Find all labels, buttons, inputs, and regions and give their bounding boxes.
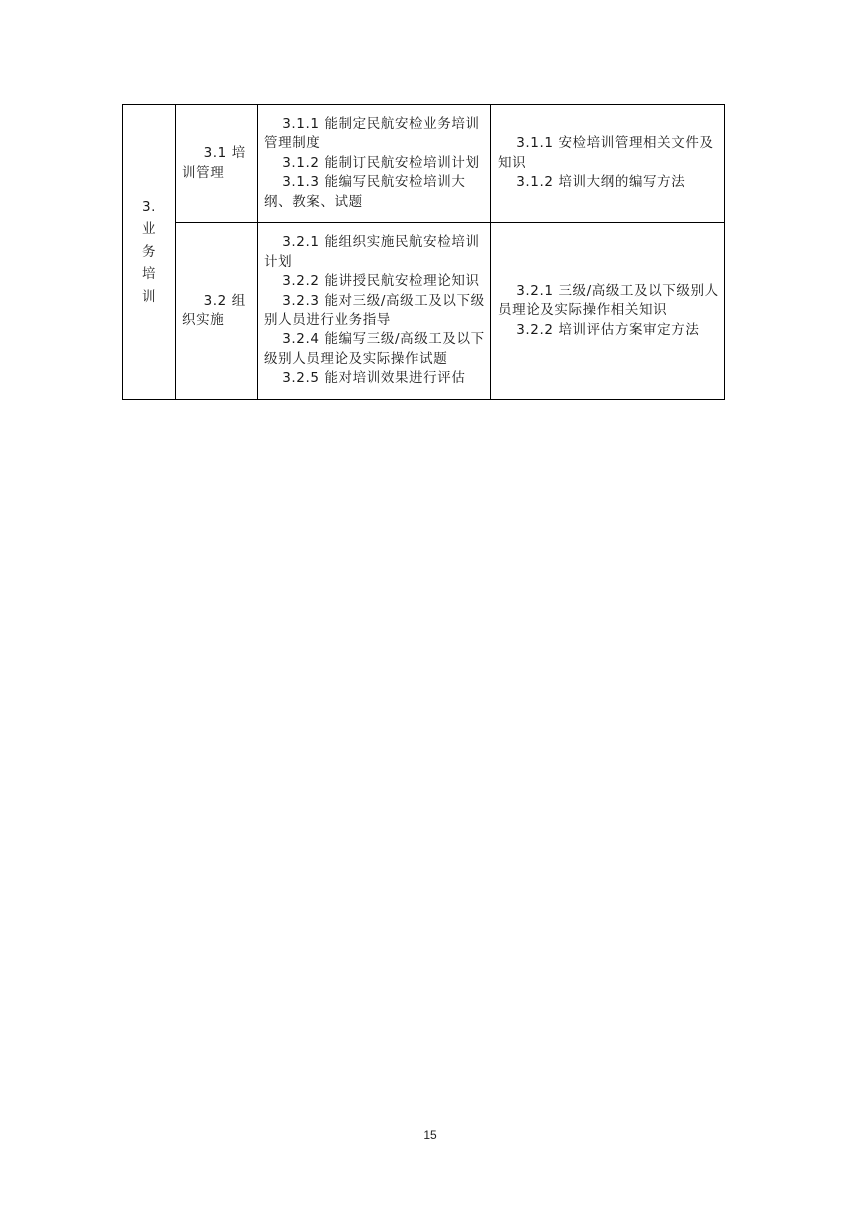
subcategory-cell	[176, 105, 258, 223]
skill-item: 3.2.1 能组织实施民航安检培训计划	[264, 234, 480, 270]
knowledge-cell	[491, 105, 725, 223]
skill-item: 3.1.2 能制订民航安检培训计划	[282, 154, 480, 171]
subcategory-cell	[176, 223, 258, 400]
subcategory-title: 3.1 培训管理	[182, 145, 246, 181]
knowledge-item: 3.1.2 培训大纲的编写方法	[516, 174, 686, 191]
table-row	[123, 223, 725, 400]
knowledge-item: 3.1.1 安检培训管理相关文件及知识	[498, 135, 714, 171]
skill-item: 3.2.5 能对培训效果进行评估	[282, 370, 466, 387]
skill-item: 3.2.2 能讲授民航安检理论知识	[282, 273, 480, 290]
knowledge-item: 3.2.1 三级/高级工及以下级别人员理论及实际操作相关知识	[498, 282, 719, 319]
knowledge-item: 3.2.2 培训评估方案审定方法	[516, 321, 700, 338]
category-title: 3.业务培训	[141, 198, 157, 305]
page-number: 15	[423, 1128, 437, 1142]
knowledge-cell	[491, 223, 725, 400]
skills-cell	[258, 105, 491, 223]
subcategory-title: 3.2 组织实施	[182, 292, 246, 328]
skill-item: 3.1.3 能编写民航安检培训大纲、教案、试题	[264, 174, 466, 210]
table-row	[123, 105, 725, 223]
skill-requirements-table	[122, 104, 725, 400]
skill-item: 3.1.1 能制定民航安检业务培训管理制度	[264, 115, 480, 152]
skills-cell	[258, 223, 491, 400]
skill-item: 3.2.4 能编写三级/高级工及以下级别人员理论及实际操作试题	[264, 331, 485, 367]
category-cell	[123, 105, 176, 400]
skill-item: 3.2.3 能对三级/高级工及以下级别人员进行业务指导	[264, 292, 485, 328]
